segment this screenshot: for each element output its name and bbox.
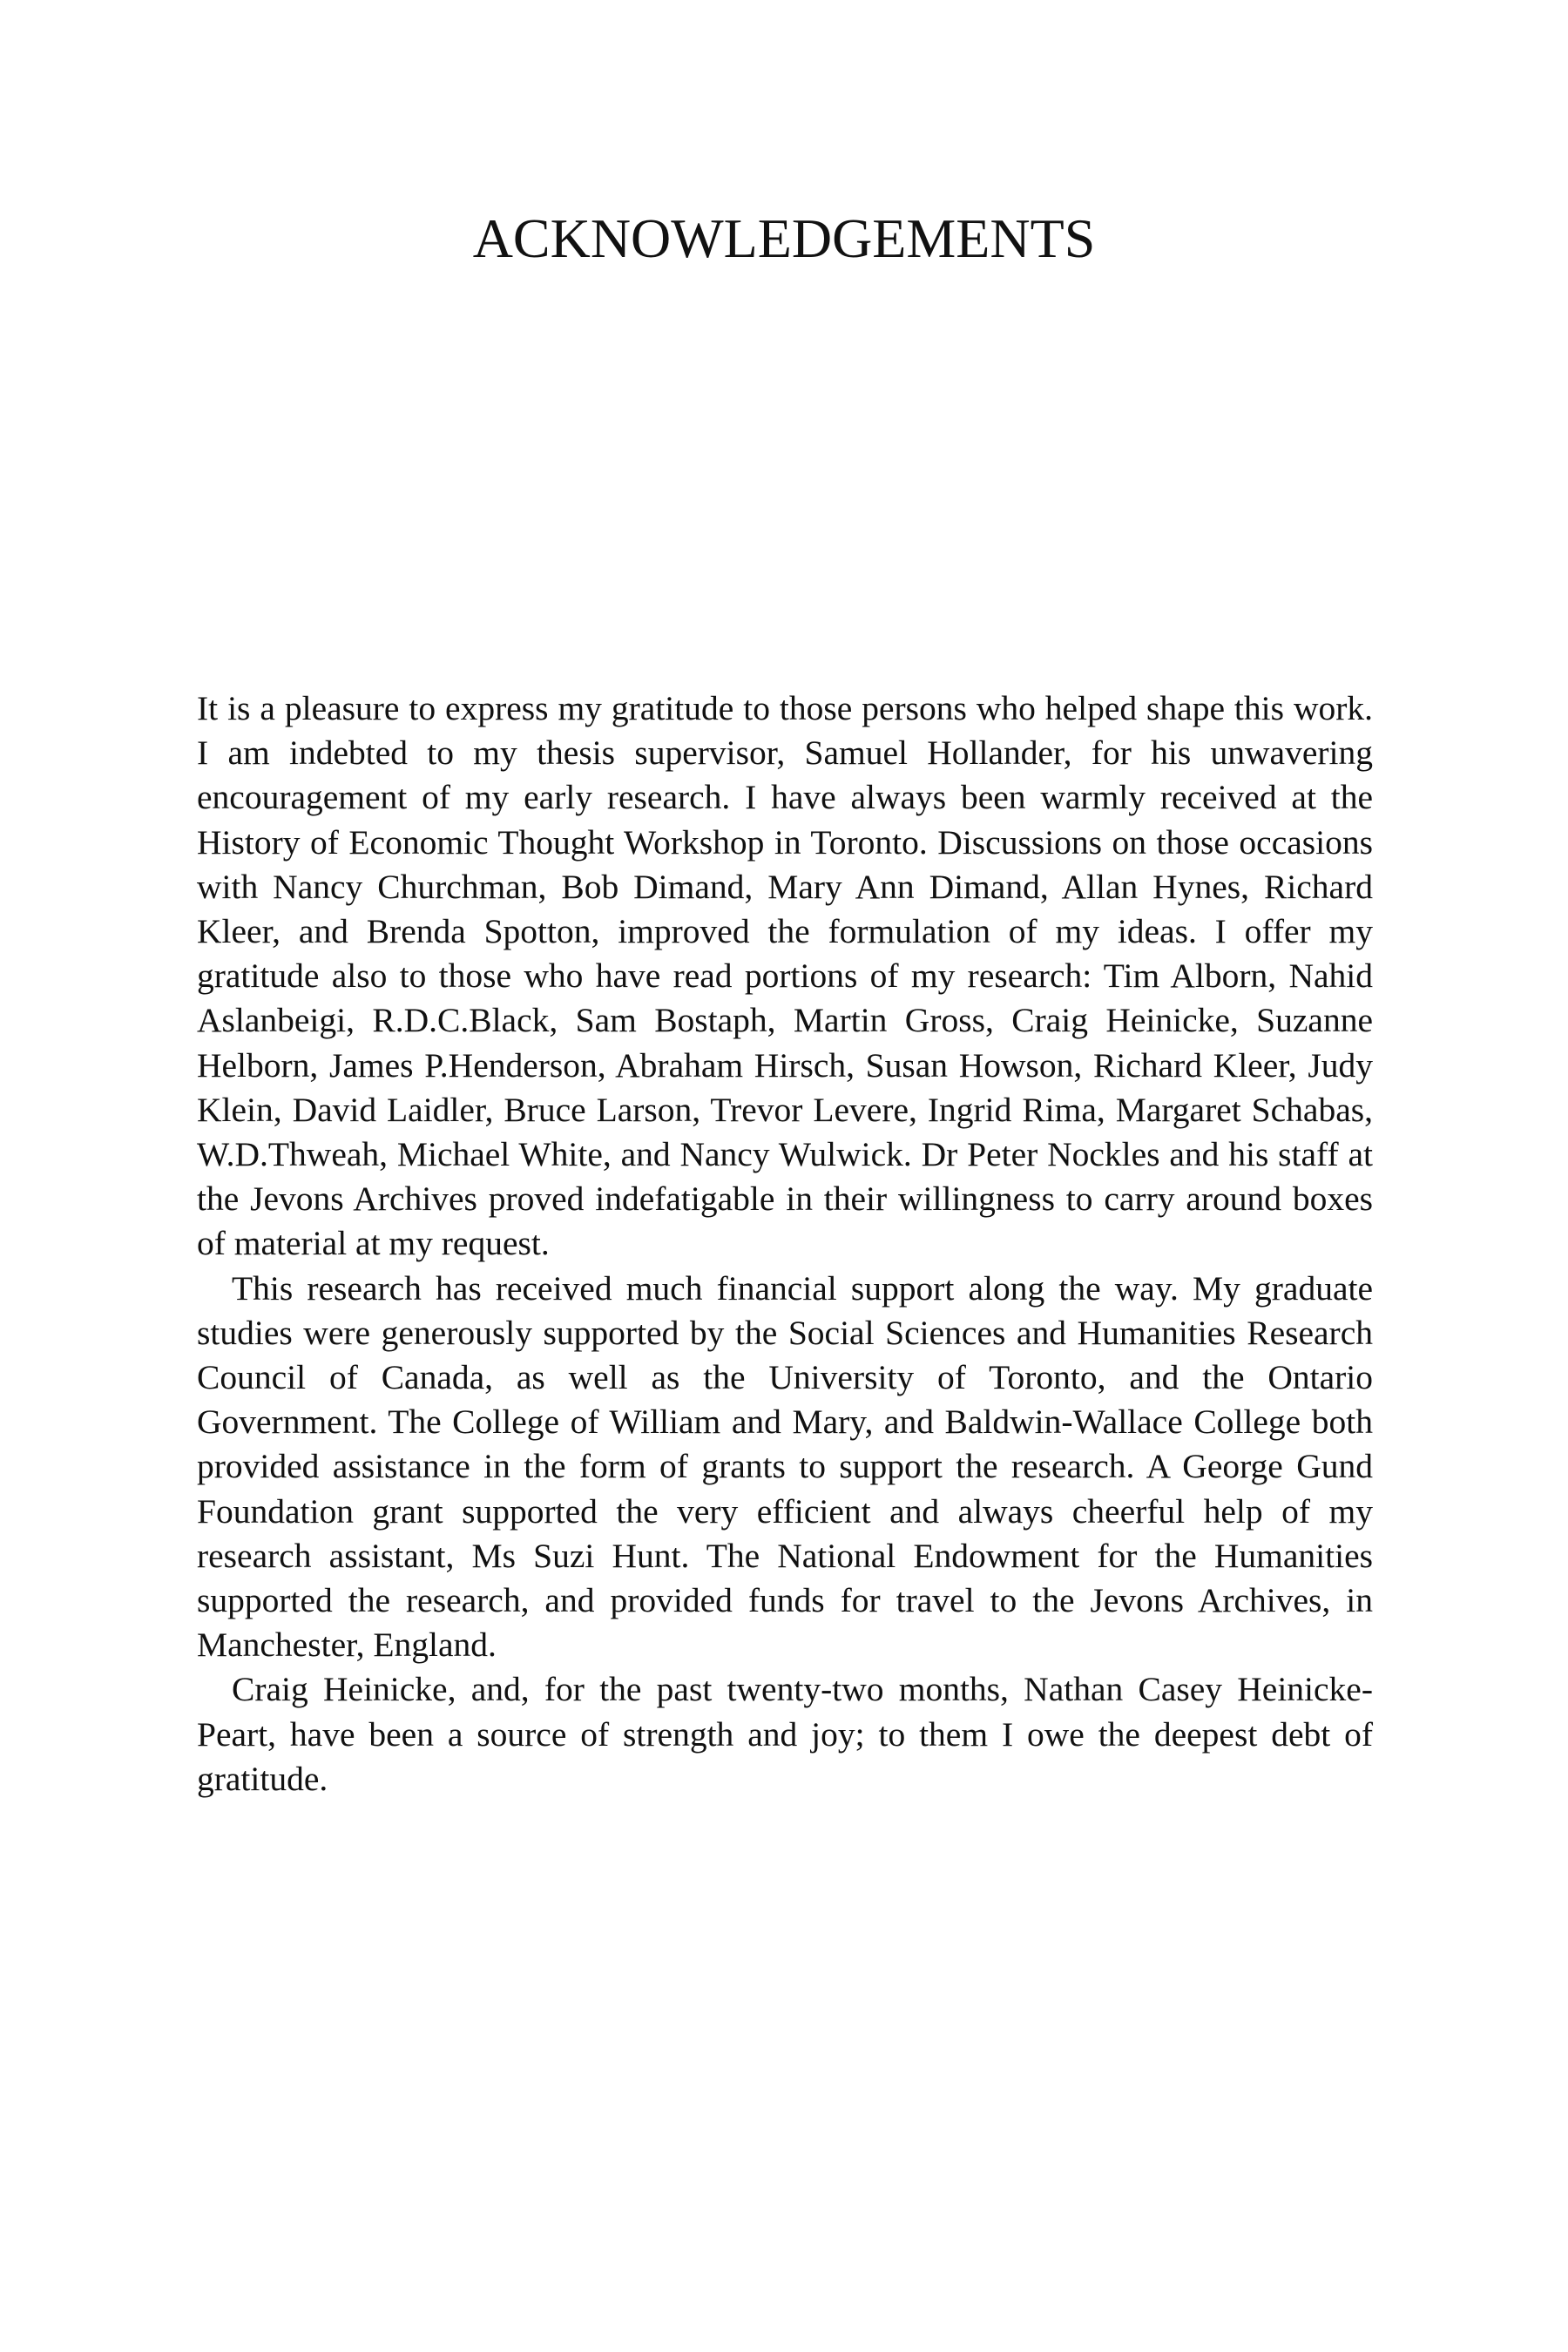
paragraph-3: Craig Heinicke, and, for the past twenty-two months, Nathan Casey Heinicke-Peart, have been a source of strength and joy; to them I owe the deepest debt of gratitude. [197,1670,1373,1798]
paragraph-1: It is a pleasure to express my gratitude to those persons who helped shape this work. I am indebted to my thesis supervisor, Samuel Hollander, for his unwavering encouragement of my early research. I have always been warmly received at the History of Economic Thought Workshop in Toronto. Discussions on those occasions with Nancy Churchman, Bob Dimand, Mary Ann Dimand, Allan Hynes, Richard Kleer, and Brenda Spotton, improved the formulation of my ideas. I offer my gratitude also to those who have read portions of my research: Tim Alborn, Nahid Aslanbeigi, R.D.C.Black, Sam Bostaph, Martin Gross, Craig Heinicke, Suzanne Helborn, James P.Henderson, Abraham Hirsch, Susan Howson, Richard Kleer, Judy Klein, David Laidler, Bruce Larson, Trevor Levere, Ingrid Rima, Margaret Schabas, W.D.Thweah, Michael White, and Nancy Wulwick. Dr Peter Nockles and his staff at the Jevons Archives proved indefatigable in their willingness to carry around boxes of material at my request. [197,689,1373,1263]
paragraph-2: This research has received much financial support along the way. My graduate studies were generously supported by the Social Sciences and Humanities Research Council of Canada, as well as the University of Toronto, and the Ontario Government. The College of William and Mary, and Baldwin-Wallace College both provided assistance in the form of grants to support the research. A George Gund Foundation grant supported the very efficient and always cheerful help of my research assistant, Ms Suzi Hunt. The National Endowment for the Humanities supported the research, and provided funds for travel to the Jevons Archives, in Manchester, England. [197,1268,1373,1665]
page-title: ACKNOWLEDGEMENTS [472,207,1096,269]
body-text [197,686,1373,1801]
